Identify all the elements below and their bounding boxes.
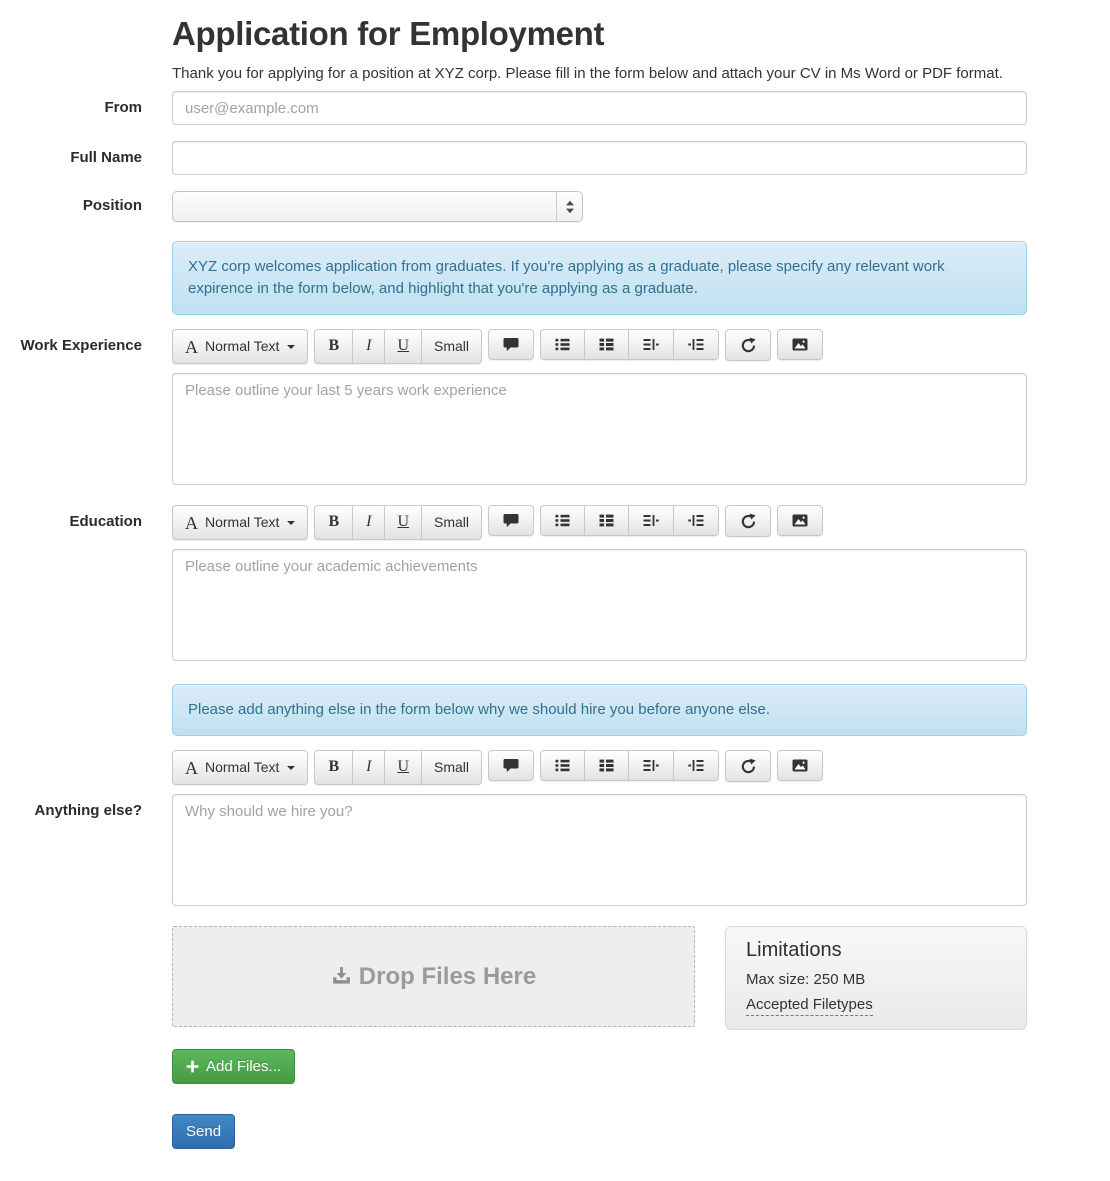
indent-icon (688, 337, 704, 352)
ordered-list-button[interactable] (584, 505, 629, 536)
font-style-group (172, 750, 308, 785)
anything-else-editor-row (0, 794, 1027, 910)
page-header (172, 15, 1027, 85)
comment-group (488, 329, 534, 360)
unordered-list-icon (555, 337, 570, 352)
education-toolbar-slot (172, 505, 1027, 540)
graduates-info-alert: XYZ corp welcomes application from graduates. If you're applying as a graduate, please specify any relevant work expirence in the form below, and highlight that you're applying as a graduate. (172, 241, 1027, 315)
add-files-label: Add Files... (206, 1058, 282, 1075)
picture-button[interactable] (777, 750, 823, 781)
comment-icon (503, 758, 519, 773)
font-style-dropdown-button[interactable] (172, 505, 308, 540)
hire-alert-row (0, 684, 1027, 736)
position-select[interactable] (172, 191, 583, 222)
anything-else-editor[interactable] (172, 794, 1027, 906)
comment-button[interactable] (488, 750, 534, 781)
outdent-button[interactable] (628, 329, 674, 360)
select-stepper-icon (565, 200, 575, 214)
work-experience-toolbar-slot (172, 329, 1027, 364)
unordered-list-button[interactable] (540, 329, 585, 360)
font-style-label: Normal Text (205, 759, 280, 775)
limitations-title: Limitations (746, 939, 842, 961)
underline-button[interactable]: U (384, 329, 422, 364)
italic-button[interactable]: I (352, 750, 385, 785)
education-toolbar-row (0, 505, 1027, 540)
redo-group (725, 329, 771, 361)
comment-icon (503, 337, 519, 352)
accepted-filetypes-link[interactable]: Accepted Filetypes (746, 994, 873, 1016)
ordered-list-button[interactable] (584, 329, 629, 360)
redo-button[interactable] (725, 750, 771, 782)
picture-icon (792, 758, 808, 773)
small-button[interactable]: Small (421, 505, 482, 540)
font-style-dropdown-button[interactable] (172, 329, 308, 364)
upload-row (0, 926, 1027, 1030)
send-label: Send (186, 1123, 222, 1140)
outdent-icon (643, 758, 659, 773)
dropzone-label: Drop Files Here (358, 962, 537, 990)
work-experience-editor[interactable] (172, 373, 1027, 485)
ordered-list-button[interactable] (584, 750, 629, 781)
anything-else-label: Anything else? (34, 802, 142, 819)
editor-toolbar (172, 750, 1027, 785)
bold-button[interactable]: B (314, 329, 353, 364)
ordered-list-icon (599, 337, 614, 352)
indent-button[interactable] (673, 750, 719, 781)
comment-group (488, 750, 534, 781)
unordered-list-icon (555, 758, 570, 773)
unordered-list-button[interactable] (540, 750, 585, 781)
file-dropzone[interactable] (172, 926, 695, 1027)
picture-group (777, 750, 823, 781)
picture-group (777, 505, 823, 536)
bold-button[interactable]: B (314, 505, 353, 540)
picture-group (777, 329, 823, 360)
text-format-group (314, 329, 482, 364)
ordered-list-icon (599, 758, 614, 773)
redo-button[interactable] (725, 329, 771, 361)
unordered-list-icon (555, 513, 570, 528)
limitations-panel (725, 926, 1027, 1030)
download-icon (331, 966, 352, 987)
font-style-label: Normal Text (205, 514, 280, 530)
picture-button[interactable] (777, 329, 823, 360)
work-experience-toolbar-row (0, 329, 1027, 364)
plus-icon (186, 1060, 199, 1073)
education-editor-row (0, 549, 1027, 665)
redo-icon (740, 513, 756, 529)
redo-group (725, 505, 771, 537)
anything-else-toolbar-slot (172, 750, 1027, 785)
font-style-icon: A (185, 336, 198, 357)
small-button[interactable]: Small (421, 750, 482, 785)
education-editor[interactable] (172, 549, 1027, 661)
from-row (0, 91, 1027, 125)
select-stepper (556, 192, 582, 221)
hire-info-alert: Please add anything else in the form below why we should hire you before anyone else. (172, 684, 1027, 736)
font-style-group (172, 505, 308, 540)
add-files-row (0, 1049, 1027, 1084)
list-indent-group (540, 505, 719, 536)
italic-button[interactable]: I (352, 329, 385, 364)
work-experience-editor-row (0, 373, 1027, 489)
italic-button[interactable]: I (352, 505, 385, 540)
anything-else-toolbar-row (0, 750, 1027, 785)
small-button[interactable]: Small (421, 329, 482, 364)
editor-toolbar (172, 505, 1027, 540)
indent-button[interactable] (673, 329, 719, 360)
underline-button[interactable]: U (384, 750, 422, 785)
full-name-input[interactable] (172, 141, 1027, 175)
text-format-group (314, 505, 482, 540)
picture-icon (792, 513, 808, 528)
list-indent-group (540, 329, 719, 360)
education-label: Education (69, 513, 142, 530)
full-name-row (0, 141, 1027, 175)
comment-button[interactable] (488, 329, 534, 360)
bold-button[interactable]: B (314, 750, 353, 785)
redo-icon (740, 337, 756, 353)
caret-down-icon (287, 521, 295, 525)
editor-toolbar (172, 329, 1027, 364)
graduates-alert-row (0, 241, 1027, 315)
send-button[interactable] (172, 1114, 235, 1149)
caret-down-icon (287, 766, 295, 770)
redo-button[interactable] (725, 505, 771, 537)
add-files-button[interactable] (172, 1049, 295, 1084)
full-name-label: Full Name (70, 149, 142, 166)
comment-icon (503, 513, 519, 528)
picture-button[interactable] (777, 505, 823, 536)
indent-icon (688, 758, 704, 773)
indent-button[interactable] (673, 505, 719, 536)
position-row (0, 191, 1027, 222)
max-size-text: Max size: 250 MB (746, 971, 866, 988)
from-label: From (104, 99, 142, 116)
application-form (0, 91, 1027, 1149)
position-label: Position (82, 197, 142, 214)
font-style-icon: A (185, 757, 198, 778)
font-style-group (172, 329, 308, 364)
outdent-icon (643, 513, 659, 528)
font-style-dropdown-button[interactable] (172, 750, 308, 785)
outdent-icon (643, 337, 659, 352)
redo-icon (740, 758, 756, 774)
list-indent-group (540, 750, 719, 781)
font-style-icon: A (185, 512, 198, 533)
intro-text: Thank you for applying for a position at XYZ corp. Please fill in the form below and attach your CV in Ms Word or PDF format. (172, 65, 1003, 82)
font-style-label: Normal Text (205, 338, 280, 354)
comment-button[interactable] (488, 505, 534, 536)
work-experience-label: Work Experience (20, 337, 142, 354)
redo-group (725, 750, 771, 782)
caret-down-icon (287, 345, 295, 349)
underline-button[interactable]: U (384, 505, 422, 540)
unordered-list-button[interactable] (540, 505, 585, 536)
outdent-button[interactable] (628, 750, 674, 781)
comment-group (488, 505, 534, 536)
from-input[interactable] (172, 91, 1027, 125)
indent-icon (688, 513, 704, 528)
send-row (0, 1114, 1027, 1149)
outdent-button[interactable] (628, 505, 674, 536)
ordered-list-icon (599, 513, 614, 528)
picture-icon (792, 337, 808, 352)
page-title: Application for Employment (172, 15, 605, 52)
text-format-group (314, 750, 482, 785)
